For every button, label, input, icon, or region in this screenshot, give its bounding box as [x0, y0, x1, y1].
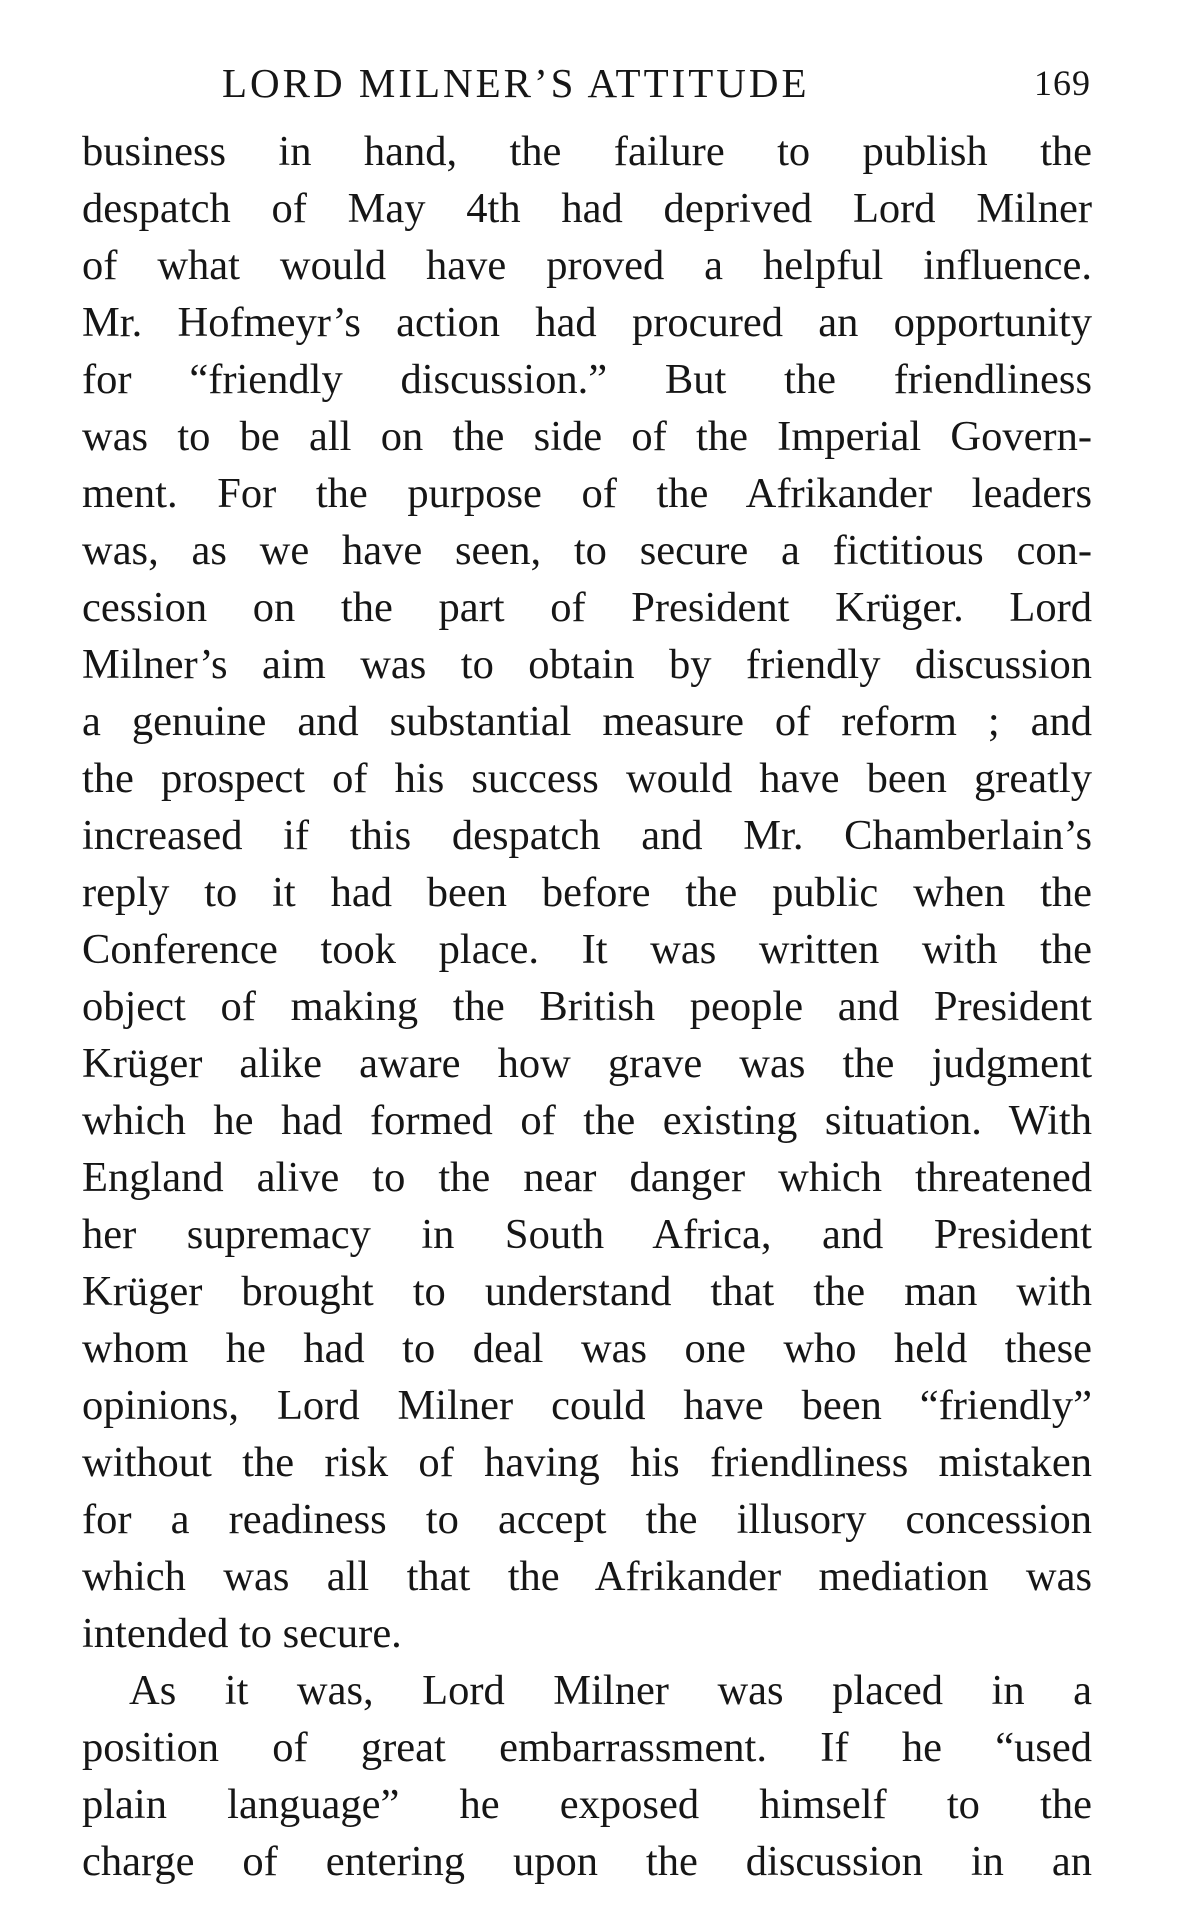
text-line: Mr. Hofmeyr’s action had procured an opportunity — [82, 299, 1092, 346]
text-line: which he had formed of the existing situation. With — [82, 1097, 1092, 1144]
text-line: cession on the part of President Krüger. Lord — [82, 584, 1092, 631]
text-line: her supremacy in South Africa, and President — [82, 1211, 1092, 1258]
text-line: reply to it had been before the public when the — [82, 869, 1092, 916]
page-number: 169 — [1034, 63, 1091, 103]
paragraph-end-line: intended to secure. — [82, 1610, 402, 1657]
running-title: LORD MILNER’S ATTITUDE — [222, 60, 810, 106]
running-head — [0, 58, 1187, 108]
text-line: object of making the British people and President — [82, 983, 1092, 1030]
text-line: business in hand, the failure to publish the — [82, 128, 1092, 175]
text-line: Krüger alike aware how grave was the judgment — [82, 1040, 1092, 1087]
text-line: Krüger brought to understand that the man with — [82, 1268, 1092, 1315]
text-line: England alive to the near danger which threatened — [82, 1154, 1092, 1201]
text-line: which was all that the Afrikander mediation was — [82, 1553, 1092, 1600]
text-line: of what would have proved a helpful influence. — [82, 242, 1092, 289]
text-line: without the risk of having his friendliness mistaken — [82, 1439, 1092, 1486]
text-line: position of great embarrassment. If he “used — [82, 1724, 1092, 1771]
paragraph-start-line: As it was, Lord Milner was placed in a — [129, 1667, 1092, 1714]
text-line: plain language” he exposed himself to the — [82, 1781, 1092, 1828]
text-line: was to be all on the side of the Imperial Govern- — [82, 413, 1092, 460]
text-line: charge of entering upon the discussion in an — [82, 1838, 1092, 1885]
text-line: whom he had to deal was one who held these — [82, 1325, 1092, 1372]
text-line: was, as we have seen, to secure a fictitious con- — [82, 527, 1092, 574]
text-line: Conference took place. It was written with the — [82, 926, 1092, 973]
text-line: despatch of May 4th had deprived Lord Milner — [82, 185, 1092, 232]
text-line: Milner’s aim was to obtain by friendly discussion — [82, 641, 1092, 688]
text-line: for a readiness to accept the illusory concession — [82, 1496, 1092, 1543]
text-line: a genuine and substantial measure of reform ; and — [82, 698, 1092, 745]
text-line: ment. For the purpose of the Afrikander leaders — [82, 470, 1092, 517]
text-line: opinions, Lord Milner could have been “friendly” — [82, 1382, 1092, 1429]
body-text — [82, 123, 1092, 1890]
text-line: increased if this despatch and Mr. Chamberlain’s — [82, 812, 1092, 859]
text-line: the prospect of his success would have been greatly — [82, 755, 1092, 802]
text-line: for “friendly discussion.” But the friendliness — [82, 356, 1092, 403]
